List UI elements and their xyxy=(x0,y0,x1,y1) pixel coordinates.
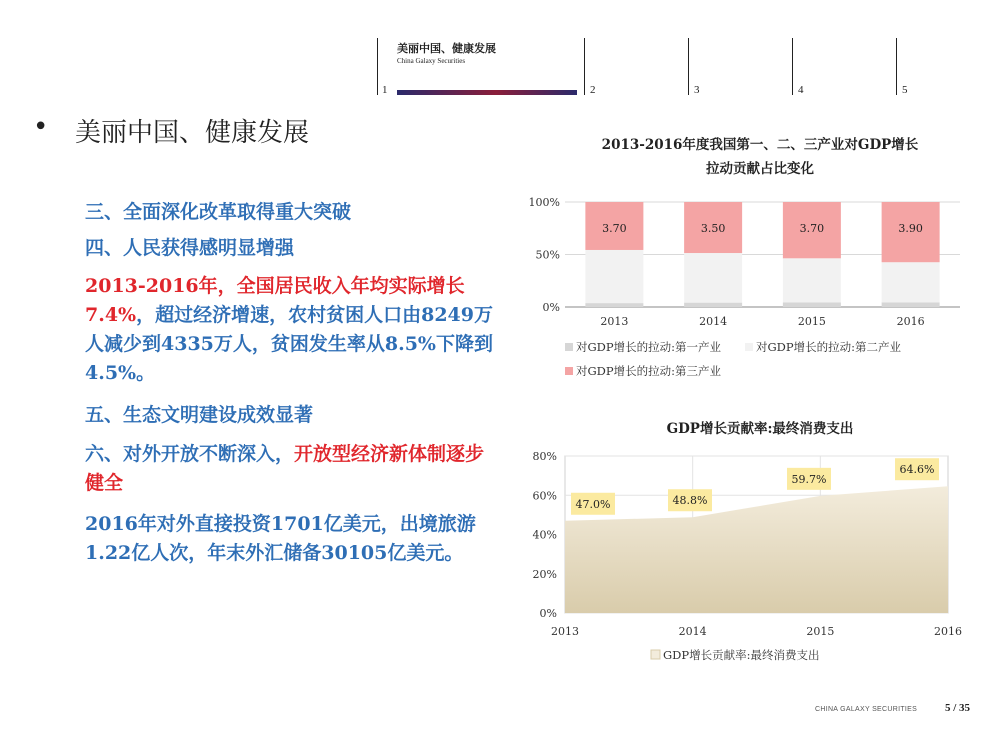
paragraph-gain: 四、人民获得感明显增强 xyxy=(85,237,295,259)
section-tab-1[interactable]: 1 xyxy=(382,84,388,96)
y-tick-label: 0% xyxy=(539,607,557,620)
paragraph-reform: 三、全面深化改革取得重大突破 xyxy=(85,201,352,223)
bar-data-label: 3.70 xyxy=(799,222,825,235)
section-tab-3[interactable]: 3 xyxy=(694,84,700,96)
header-subtitle: China Galaxy Securities xyxy=(397,57,466,65)
chart2-title: GDP增长贡献率:最终消费支出 xyxy=(666,421,854,437)
header-divider xyxy=(584,38,585,95)
x-tick-label: 2013 xyxy=(551,625,579,638)
x-tick-label: 2014 xyxy=(699,315,728,328)
income-detail: ，超过经济增速，农村贫困人口由8249万人减少到4335万人，贫困发生率从8.5%下降到4.5%。 xyxy=(85,304,493,384)
page-number: 5 / 35 xyxy=(945,702,971,714)
chart1-title-line2: 拉动贡献占比变化 xyxy=(706,161,814,177)
x-tick-label: 2016 xyxy=(934,625,962,638)
legend-swatch xyxy=(565,343,573,351)
y-tick-label: 80% xyxy=(532,450,557,463)
bar-segment xyxy=(882,302,940,307)
bar-data-label: 3.70 xyxy=(602,222,627,235)
y-tick-label: 50% xyxy=(535,248,560,262)
legend-swatch xyxy=(651,650,660,659)
section-tab-5[interactable]: 5 xyxy=(902,84,908,96)
data-label: 64.6% xyxy=(899,463,935,477)
consumption-contribution-chart xyxy=(505,440,970,675)
bar-segment xyxy=(585,303,643,307)
legend-label: 对GDP增长的拉动:第一产业 xyxy=(576,340,722,354)
header-divider xyxy=(377,38,378,95)
opening-lead: 六、对外开放不断深入， xyxy=(85,443,295,465)
header-title: 美丽中国、健康发展 xyxy=(397,42,496,55)
bar-data-label: 3.90 xyxy=(898,222,923,235)
bar-segment xyxy=(882,262,940,302)
x-tick-label: 2013 xyxy=(600,315,629,328)
bar-segment xyxy=(783,302,841,307)
opening-highlight: 开放型经济新体制逐步健全 xyxy=(85,443,485,494)
bullet-icon: • xyxy=(33,112,49,142)
paragraph-investment: 2016年对外直接投资1701亿美元，出境旅游1.22亿人次，年末外汇储备30105亿美元。 xyxy=(85,513,476,564)
y-tick-label: 20% xyxy=(532,567,557,581)
header-divider xyxy=(792,38,793,95)
bar-segment xyxy=(783,258,841,302)
chart1-title-line1: 2013-2016年度我国第一、二、三产业对GDP增长 xyxy=(601,137,919,153)
paragraph-income xyxy=(85,272,500,388)
data-label: 47.0% xyxy=(575,497,611,511)
industry-contribution-chart xyxy=(505,185,970,390)
x-tick-label: 2016 xyxy=(896,315,925,328)
header-divider xyxy=(688,38,689,95)
footer-brand: CHINA GALAXY SECURITIES xyxy=(815,706,918,713)
x-tick-label: 2015 xyxy=(806,625,835,638)
y-tick-label: 100% xyxy=(528,196,560,209)
legend-label: GDP增长贡献率:最终消费支出 xyxy=(663,648,820,662)
paragraph-opening xyxy=(85,440,500,498)
legend-swatch xyxy=(745,343,753,351)
area-series xyxy=(565,486,948,613)
legend-label: 对GDP增长的拉动:第三产业 xyxy=(576,364,722,378)
slide-heading: 美丽中国、健康发展 xyxy=(75,118,310,148)
header-divider xyxy=(896,38,897,95)
data-label: 48.8% xyxy=(672,494,708,508)
legend-swatch xyxy=(565,367,573,375)
section-tab-4[interactable]: 4 xyxy=(798,84,804,96)
income-highlight: 2013-2016年，全国居民收入年均实际增长7.4% xyxy=(85,275,465,326)
paragraph-ecology: 五、生态文明建设成效显著 xyxy=(85,404,314,426)
y-tick-label: 40% xyxy=(532,528,557,542)
header-progress-bar xyxy=(397,90,577,95)
x-tick-label: 2014 xyxy=(678,625,707,638)
y-tick-label: 0% xyxy=(542,301,560,314)
bar-segment xyxy=(684,303,742,307)
bar-segment xyxy=(585,250,643,303)
bar-data-label: 3.50 xyxy=(700,222,726,235)
data-label: 59.7% xyxy=(791,472,827,486)
section-tab-2[interactable]: 2 xyxy=(590,84,596,96)
legend-label: 对GDP增长的拉动:第二产业 xyxy=(756,340,902,354)
y-tick-label: 60% xyxy=(532,489,557,503)
bar-segment xyxy=(684,253,742,303)
x-tick-label: 2015 xyxy=(797,315,826,328)
